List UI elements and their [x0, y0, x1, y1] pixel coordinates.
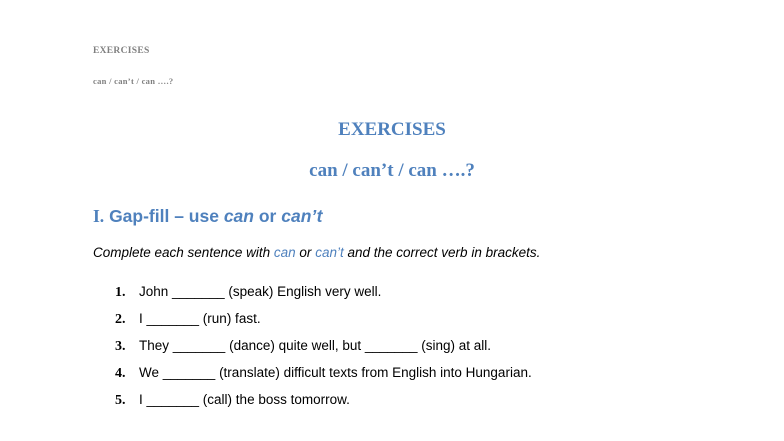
instruction-text [93, 245, 540, 260]
exercise-text: I _______ (run) fast. [139, 311, 261, 326]
instruction-can: can [273, 245, 296, 260]
exercise-text: We _______ (translate) difficult texts from English into Hungarian. [139, 365, 532, 380]
instruction-or: or [299, 245, 312, 260]
document-title: EXERCISES [338, 119, 446, 140]
exercise-item [115, 283, 532, 310]
page-header-title: EXERCISES [93, 46, 150, 56]
exercise-item [115, 364, 532, 391]
instruction-part1: Complete each sentence with [93, 245, 271, 260]
exercise-number: 5. [115, 393, 126, 408]
exercise-text: I _______ (call) the boss tomorrow. [139, 392, 350, 407]
instruction-part2: and the correct verb in brackets. [347, 245, 541, 260]
section-keyword-can: can [223, 206, 254, 226]
page-header-subtitle: can / can’t / can ….? [93, 76, 174, 86]
section-keyword-cant: can’t [281, 206, 323, 226]
section-or: or [258, 206, 277, 226]
exercise-number: 1. [115, 285, 126, 300]
exercise-text: John _______ (speak) English very well. [139, 284, 382, 299]
exercise-number: 3. [115, 339, 126, 354]
exercise-item [115, 310, 532, 337]
exercise-item [115, 391, 532, 418]
document-subtitle: can / can’t / can ….? [309, 160, 475, 181]
exercise-number: 4. [115, 366, 126, 381]
section-number: I. [93, 206, 105, 226]
exercise-list [115, 283, 532, 418]
exercise-number: 2. [115, 312, 126, 327]
section-heading [93, 206, 322, 227]
section-text: Gap-fill – use [109, 206, 219, 226]
exercise-item [115, 337, 532, 364]
exercise-text: They _______ (dance) quite well, but _______ (sing) at all. [139, 338, 491, 353]
instruction-cant: can’t [315, 245, 344, 260]
